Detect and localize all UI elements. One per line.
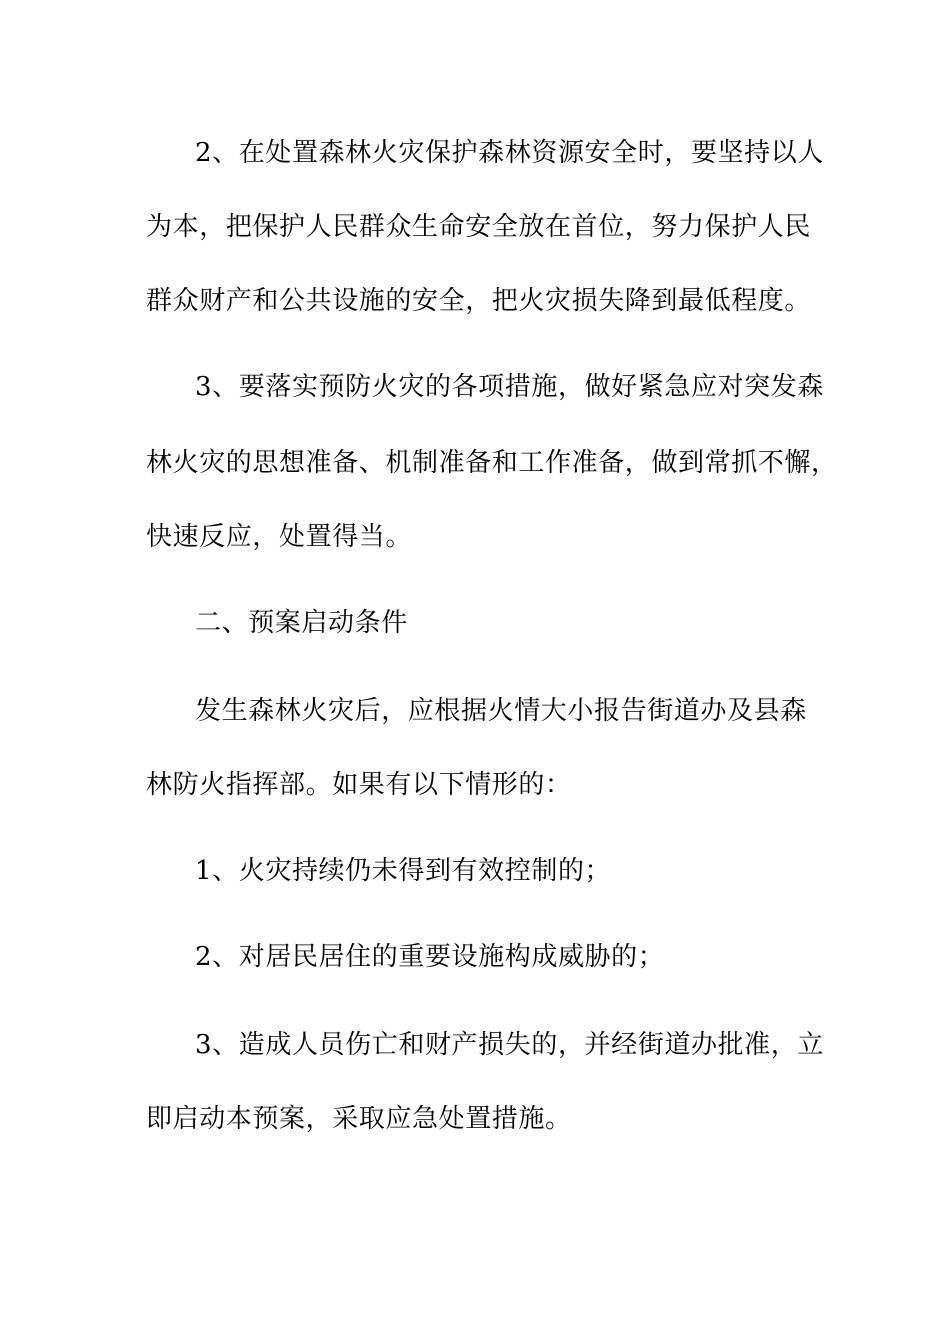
paragraph-line: 快速反应，处置得当。 <box>146 522 413 552</box>
paragraph-line: 林防火指挥部。如果有以下情形的： <box>146 770 572 800</box>
paragraph-line: 群众财产和公共设施的安全，把火灾损失降到最低程度。 <box>146 286 812 316</box>
section-heading: 二、预案启动条件 <box>195 608 408 638</box>
list-item: 3、造成人员伤亡和财产损失的，并经街道办批准，立 <box>195 1030 824 1060</box>
paragraph-line: 发生森林火灾后，应根据火情大小报告街道办及县森 <box>195 696 807 726</box>
paragraph-line: 3、要落实预防火灾的各项措施，做好紧急应对突发森 <box>195 372 824 402</box>
list-item: 2、对居民居住的重要设施构成威胁的； <box>195 942 665 972</box>
paragraph-line: 为本，把保护人民群众生命安全放在首位，努力保护人民 <box>146 212 812 242</box>
paragraph-line: 2、在处置森林火灾保护森林资源安全时，要坚持以人 <box>195 138 824 168</box>
paragraph-line: 即启动本预案，采取应急处置措施。 <box>146 1104 572 1134</box>
paragraph-line: 林火灾的思想准备、机制准备和工作准备，做到常抓不懈， <box>146 448 838 478</box>
list-item: 1、火灾持续仍未得到有效控制的； <box>195 856 612 886</box>
